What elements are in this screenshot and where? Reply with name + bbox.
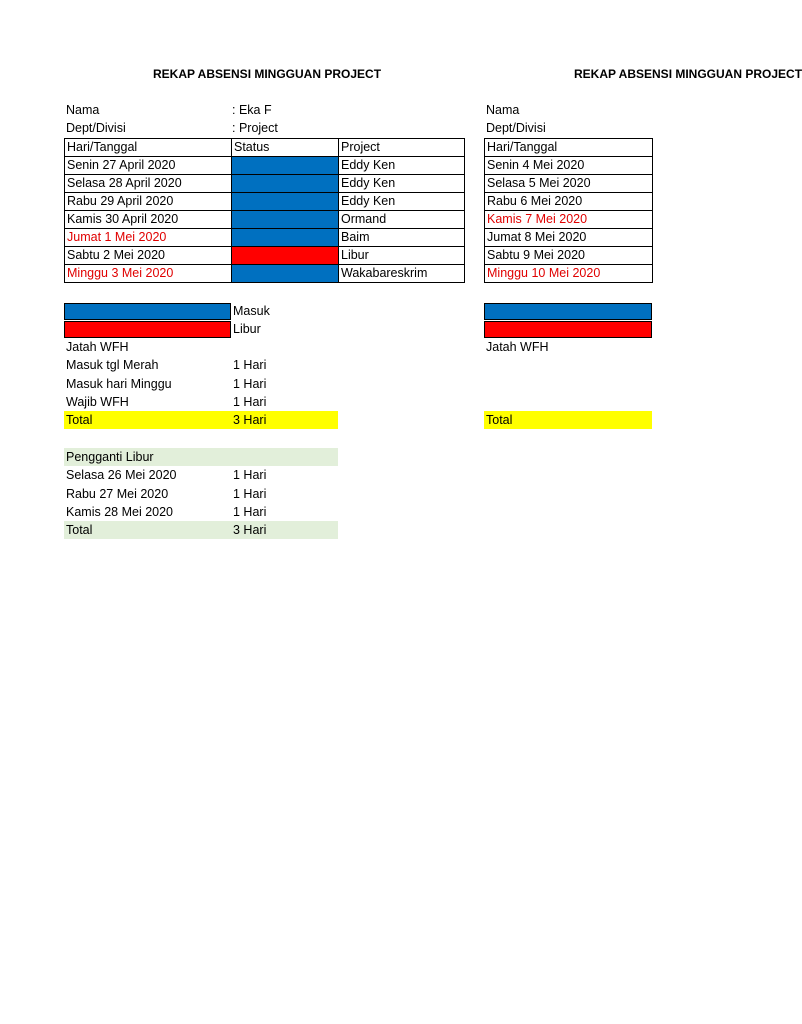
table-row: [65, 175, 465, 193]
left-sheet-title: REKAP ABSENSI MINGGUAN PROJECT: [153, 67, 382, 81]
table-row: [485, 175, 653, 193]
legend-libur-swatch: [64, 321, 231, 338]
dept-label: Dept/Divisi: [66, 121, 126, 135]
legend-masuk-label: Masuk: [233, 304, 270, 318]
row-date[interactable]: Kamis 30 April 2020: [65, 211, 232, 229]
legend-libur-label: Libur: [233, 322, 261, 336]
table-row: [485, 193, 653, 211]
pengganti-value: 1 Hari: [233, 487, 267, 501]
header-status: Status: [232, 139, 339, 157]
row-date[interactable]: Senin 27 April 2020: [65, 157, 232, 175]
header-project: Project: [339, 139, 465, 157]
legend-masuk-swatch: [64, 303, 231, 320]
header-hari-tanggal: Hari/Tanggal: [65, 139, 232, 157]
right-row-date-holiday[interactable]: Minggu 10 Mei 2020: [485, 265, 653, 283]
table-row: [485, 247, 653, 265]
summary-label: Masuk tgl Merah: [66, 358, 159, 372]
row-project[interactable]: Ormand: [339, 211, 465, 229]
right-total-label: Total: [486, 413, 513, 427]
summary-value: 1 Hari: [233, 358, 267, 372]
total-highlight: [64, 411, 338, 429]
pengganti-date: Rabu 27 Mei 2020: [66, 487, 169, 501]
row-date[interactable]: Selasa 28 April 2020: [65, 175, 232, 193]
row-date[interactable]: Sabtu 2 Mei 2020: [65, 247, 232, 265]
right-sheet-title-clip: [574, 65, 802, 85]
right-jatah-wfh-label: Jatah WFH: [486, 340, 549, 354]
pengganti-date: Selasa 26 Mei 2020: [66, 468, 177, 482]
row-project[interactable]: Wakabareskrim: [339, 265, 465, 283]
right-table-header-row: [485, 139, 653, 157]
right-row-date[interactable]: Rabu 6 Mei 2020: [485, 193, 653, 211]
right-nama-label: Nama: [486, 103, 520, 117]
status-cell-masuk[interactable]: [232, 229, 339, 247]
table-row: [485, 229, 653, 247]
table-row: [485, 157, 653, 175]
table-row: [65, 211, 465, 229]
nama-value: : Eka F: [232, 103, 272, 117]
right-row-date[interactable]: Senin 4 Mei 2020: [485, 157, 653, 175]
status-cell-masuk[interactable]: [232, 211, 339, 229]
row-project[interactable]: Baim: [339, 229, 465, 247]
total-label: Total: [66, 413, 93, 427]
summary-label: Wajib WFH: [66, 395, 129, 409]
right-dept-label: Dept/Divisi: [486, 121, 546, 135]
pengganti-value: 1 Hari: [233, 468, 267, 482]
status-cell-masuk[interactable]: [232, 193, 339, 211]
right-attendance-table: [484, 138, 653, 283]
pengganti-total-highlight: [64, 521, 338, 539]
row-project[interactable]: Eddy Ken: [339, 175, 465, 193]
dept-value: : Project: [232, 121, 278, 135]
status-cell-masuk[interactable]: [232, 175, 339, 193]
right-row-date[interactable]: Jumat 8 Mei 2020: [485, 229, 653, 247]
row-date[interactable]: Rabu 29 April 2020: [65, 193, 232, 211]
table-row: [65, 229, 465, 247]
right-legend-masuk-swatch: [484, 303, 652, 320]
table-row: [65, 265, 465, 283]
status-cell-libur[interactable]: [232, 247, 339, 265]
right-row-date[interactable]: Selasa 5 Mei 2020: [485, 175, 653, 193]
table-row: [65, 193, 465, 211]
right-row-date-holiday[interactable]: Kamis 7 Mei 2020: [485, 211, 653, 229]
pengganti-value: 1 Hari: [233, 505, 267, 519]
pengganti-total-label: Total: [66, 523, 93, 537]
right-legend-libur-swatch: [484, 321, 652, 338]
table-row: [485, 265, 653, 283]
table-row: [65, 157, 465, 175]
status-cell-masuk[interactable]: [232, 157, 339, 175]
right-sheet-title: REKAP ABSENSI MINGGUAN PROJECT: [574, 67, 802, 81]
status-cell-masuk[interactable]: [232, 265, 339, 283]
table-row: [485, 211, 653, 229]
table-header-row: [65, 139, 465, 157]
row-date-holiday[interactable]: Jumat 1 Mei 2020: [65, 229, 232, 247]
jatah-wfh-label: Jatah WFH: [66, 340, 129, 354]
pengganti-libur-label: Pengganti Libur: [66, 450, 154, 464]
attendance-table: [64, 138, 465, 283]
pengganti-date: Kamis 28 Mei 2020: [66, 505, 174, 519]
table-row: [65, 247, 465, 265]
row-project[interactable]: Eddy Ken: [339, 193, 465, 211]
row-project[interactable]: Eddy Ken: [339, 157, 465, 175]
summary-value: 1 Hari: [233, 377, 267, 391]
summary-value: 1 Hari: [233, 395, 267, 409]
summary-label: Masuk hari Minggu: [66, 377, 172, 391]
right-header-hari-tanggal: Hari/Tanggal: [485, 139, 653, 157]
nama-label: Nama: [66, 103, 100, 117]
total-value: 3 Hari: [233, 413, 267, 427]
pengganti-total-value: 3 Hari: [233, 523, 267, 537]
row-project[interactable]: Libur: [339, 247, 465, 265]
right-row-date[interactable]: Sabtu 9 Mei 2020: [485, 247, 653, 265]
row-date-holiday[interactable]: Minggu 3 Mei 2020: [65, 265, 232, 283]
